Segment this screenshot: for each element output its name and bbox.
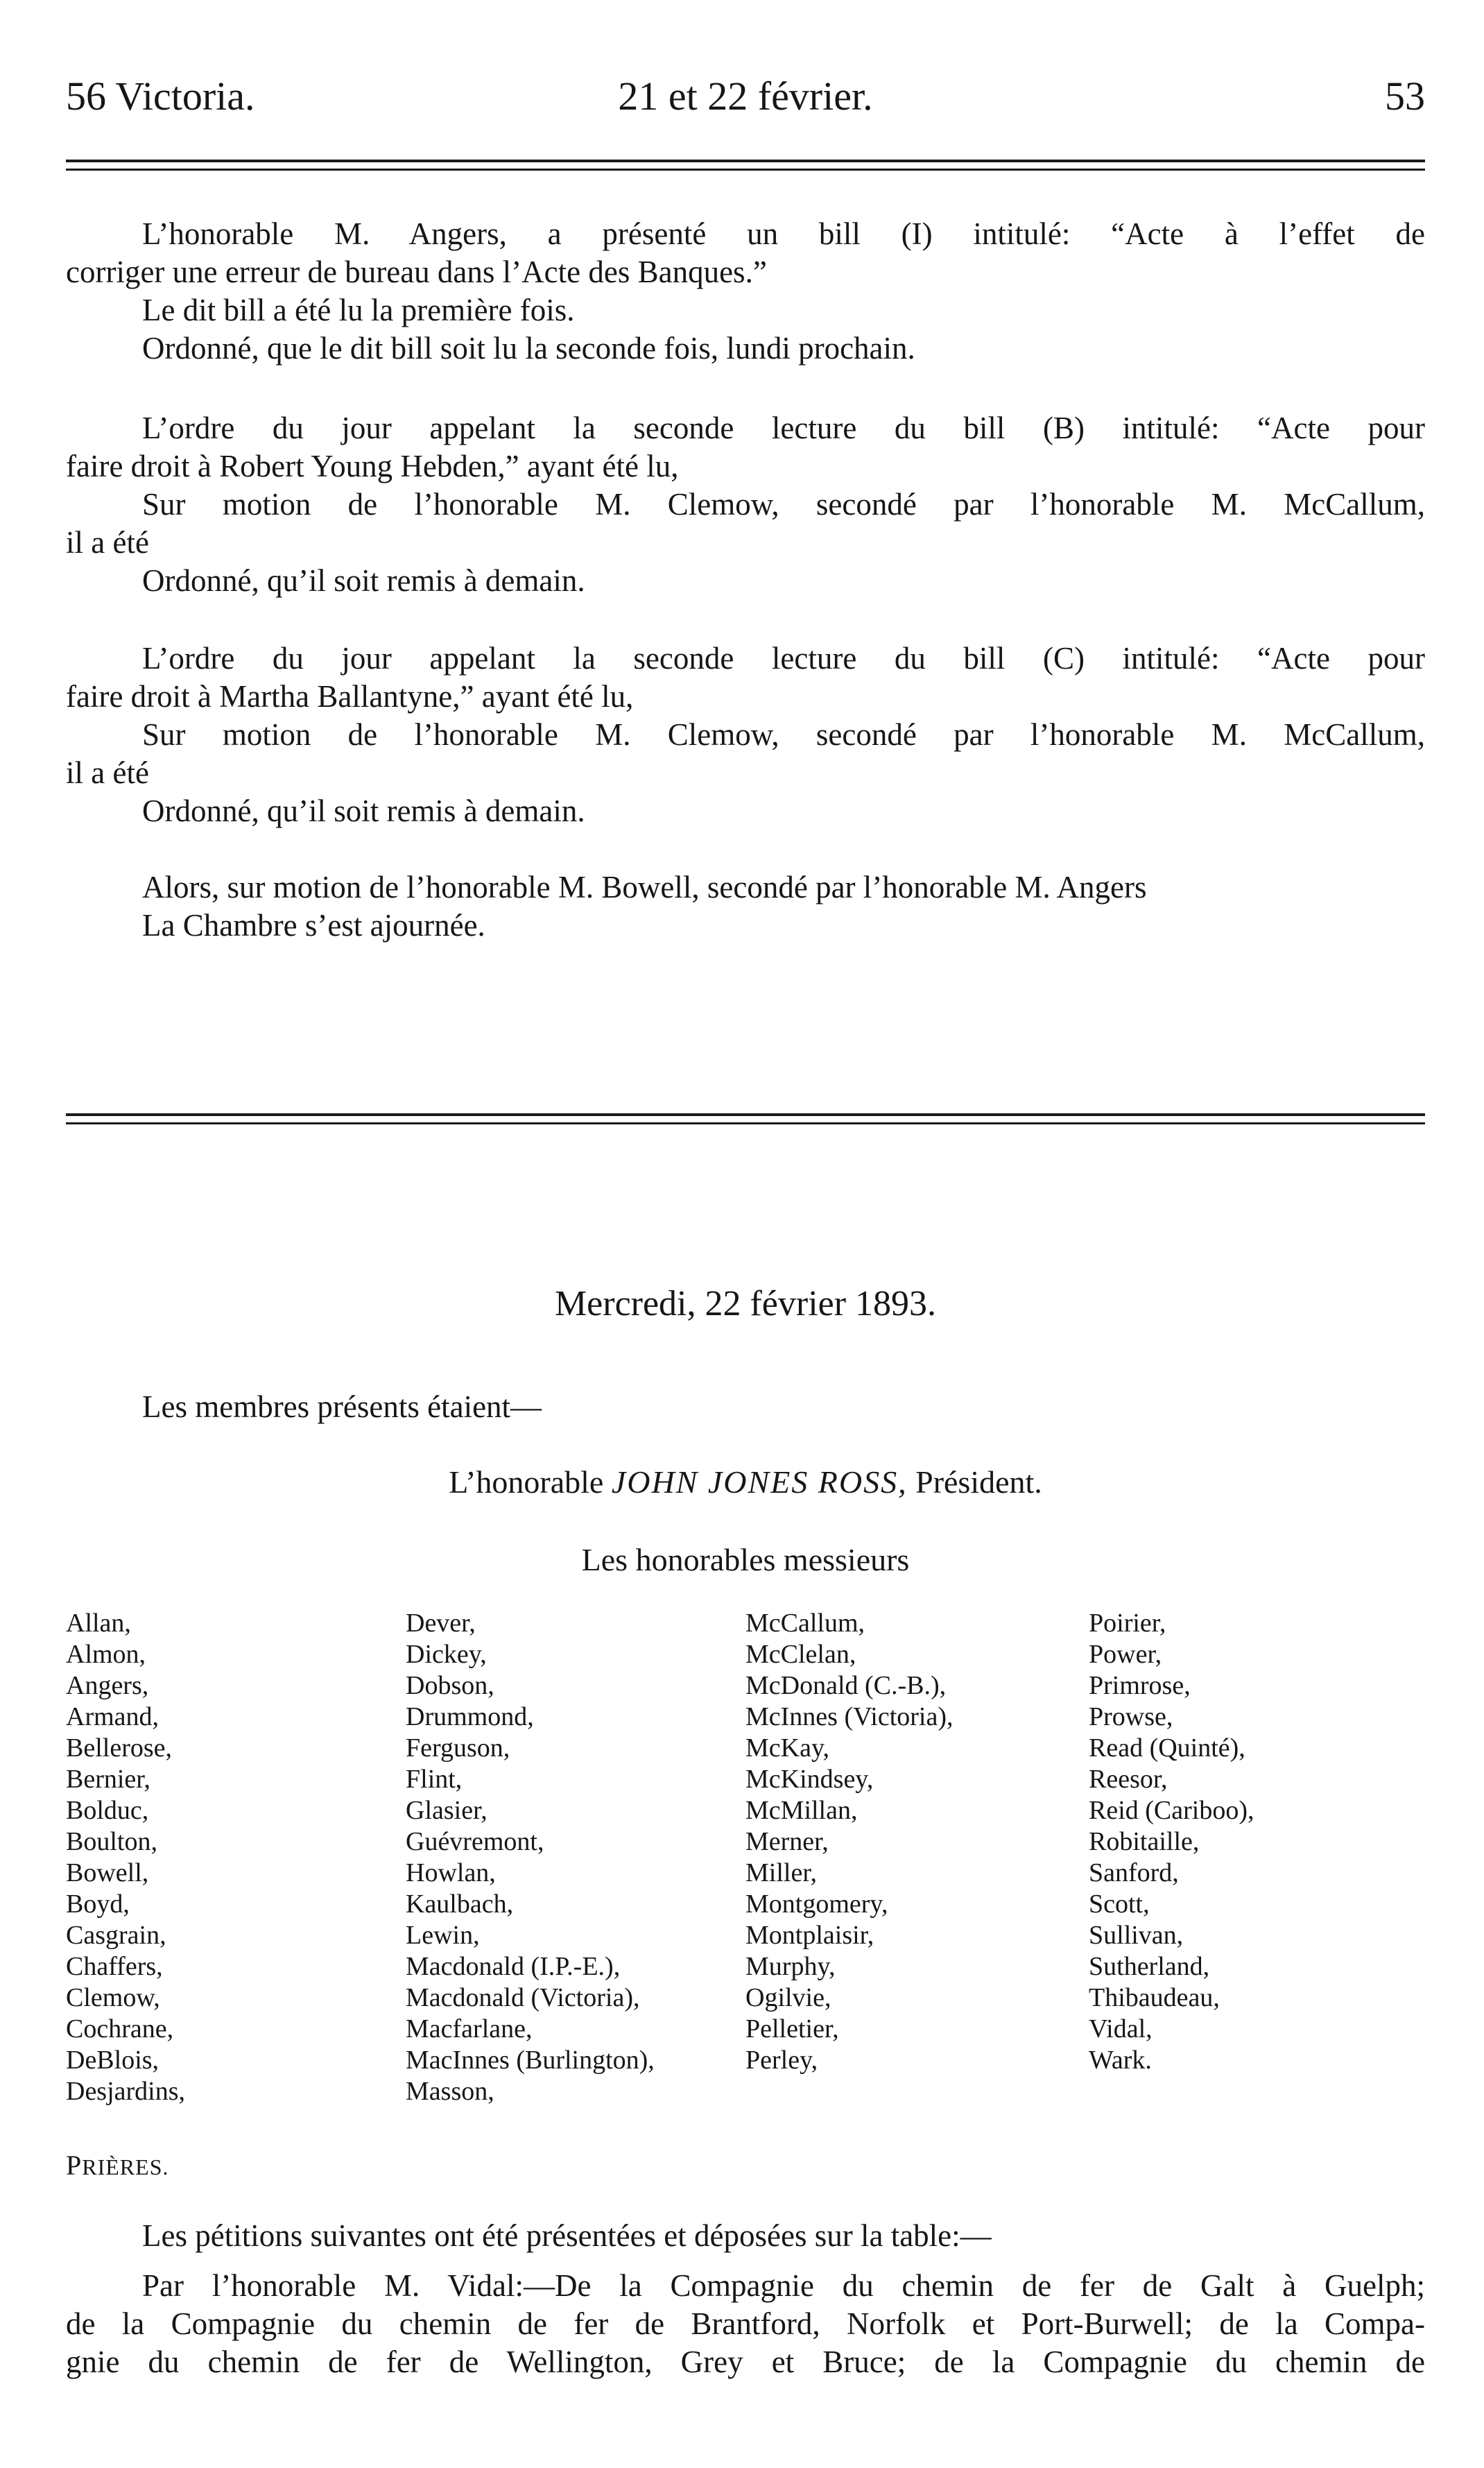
president-name: JOHN JONES ROSS, [611, 1464, 908, 1500]
member-name: Kaulbach, [406, 1889, 514, 1919]
president-line [66, 1464, 1425, 1500]
member-name: Reid (Cariboo), [1089, 1796, 1254, 1825]
text-line: Sur motion de l’honorable M. Clemow, secondé par l’honorable M. McCallum, [142, 487, 1425, 522]
text-line: de la Compagnie du chemin de fer de Brantford, Norfolk et Port-Burwell; de la Compa- [66, 2306, 1425, 2341]
member-name: Pelletier, [745, 2014, 839, 2043]
header-rule [66, 160, 1425, 171]
text-line: Alors, sur motion de l’honorable M. Bowell, secondé par l’honorable M. Angers [142, 870, 1147, 905]
member-name: Boulton, [66, 1827, 157, 1856]
member-name: Flint, [406, 1765, 463, 1794]
member-name: McInnes (Victoria), [745, 1702, 954, 1731]
member-name: Clemow, [66, 1983, 160, 2012]
member-name: Murphy, [745, 1952, 836, 1981]
text-line: faire droit à Robert Young Hebden,” ayant été lu, [66, 449, 679, 483]
member-name: Almon, [66, 1640, 146, 1669]
member-name: McMillan, [745, 1796, 858, 1825]
member-name: Vidal, [1089, 2014, 1153, 2043]
member-name: Ferguson, [406, 1733, 510, 1763]
text-line: Le dit bill a été lu la première fois. [142, 293, 575, 327]
paragraph-bill-c [66, 640, 1425, 830]
member-name: Power, [1089, 1640, 1162, 1669]
member-name: DeBlois, [66, 2046, 159, 2075]
text-line: il a été [66, 525, 149, 560]
member-name: Bernier, [66, 1765, 150, 1794]
member-name: Guévremont, [406, 1827, 544, 1856]
member-name: Bellerose, [66, 1733, 173, 1763]
paragraph-petitions-intro [66, 2217, 1425, 2255]
member-name: McKindsey, [745, 1765, 874, 1794]
member-name: Sullivan, [1089, 1921, 1184, 1950]
members-column-2 [406, 1608, 655, 2107]
member-name: Casgrain, [66, 1921, 166, 1950]
paragraph-bill-b [66, 409, 1425, 600]
header-dates: 21 et 22 février. [618, 74, 873, 119]
text-line: Ordonné, qu’il soit remis à demain. [142, 794, 585, 828]
member-name: MacInnes (Burlington), [406, 2046, 655, 2075]
paragraph-bill-i [66, 215, 1425, 368]
member-name: McKay, [745, 1733, 829, 1763]
paragraph-adjournment [66, 868, 1425, 945]
member-name: Bolduc, [66, 1796, 149, 1825]
member-name: Montgomery, [745, 1889, 888, 1919]
member-name: Drummond, [406, 1702, 534, 1731]
member-name: Perley, [745, 2046, 818, 2075]
section-rule [66, 1113, 1425, 1124]
member-name: Masson, [406, 2077, 494, 2106]
text-line: Ordonné, qu’il soit remis à demain. [142, 563, 585, 598]
members-column-1 [66, 1608, 185, 2107]
member-name: Prowse, [1089, 1702, 1173, 1731]
member-name: Reesor, [1089, 1765, 1168, 1794]
member-name: Macdonald (Victoria), [406, 1983, 640, 2012]
paragraph-petitions [66, 2267, 1425, 2381]
text-line: il a été [66, 755, 149, 790]
text-line: gnie du chemin de fer de Wellington, Grey et Bruce; de la Compagnie du chemin de [66, 2345, 1425, 2379]
member-name: Dickey, [406, 1640, 487, 1669]
member-name: Montplaisir, [745, 1921, 874, 1950]
text-line: La Chambre s’est ajournée. [142, 908, 485, 943]
member-name: Desjardins, [66, 2077, 186, 2106]
member-name: Sanford, [1089, 1858, 1179, 1887]
member-name: Bowell, [66, 1858, 149, 1887]
member-name: Lewin, [406, 1921, 480, 1950]
member-name: Allan, [66, 1609, 131, 1638]
member-name: Cochrane, [66, 2014, 174, 2043]
member-name: Ogilvie, [745, 1983, 831, 2012]
prayers-initial: P [66, 2150, 83, 2181]
member-name: Primrose, [1089, 1671, 1191, 1700]
member-name: Armand, [66, 1702, 159, 1731]
text-line: Sur motion de l’honorable M. Clemow, secondé par l’honorable M. McCallum, [142, 717, 1425, 752]
member-name: Miller, [745, 1858, 817, 1887]
page-header [66, 73, 1425, 121]
president-prefix: L’honorable [449, 1464, 604, 1500]
member-name: Sutherland, [1089, 1952, 1210, 1981]
member-name: Poirier, [1089, 1609, 1166, 1638]
text-line: Les pétitions suivantes ont été présentées et déposées sur la table:— [142, 2218, 992, 2253]
member-name: Macdonald (I.P.-E.), [406, 1952, 621, 1981]
text-line: L’ordre du jour appelant la seconde lecture du bill (C) intitulé: “Acte pour [142, 641, 1425, 676]
member-name: Read (Quinté), [1089, 1733, 1245, 1763]
prayers-rest: RIÈRES. [82, 2154, 169, 2179]
members-heading: Les honorables messieurs [581, 1542, 910, 1577]
member-name: Wark. [1089, 2046, 1152, 2075]
text-line: Ordonné, que le dit bill soit lu la seconde fois, lundi prochain. [142, 331, 915, 366]
member-name: Glasier, [406, 1796, 488, 1825]
member-name: McCallum, [745, 1609, 865, 1638]
text-line: corriger une erreur de bureau dans l’Acte des Banques.” [66, 255, 767, 289]
member-name: Angers, [66, 1671, 149, 1700]
members-column-3 [745, 1608, 954, 2076]
member-name: Thibaudeau, [1089, 1983, 1220, 2012]
member-name: Howlan, [406, 1858, 496, 1887]
member-name: Scott, [1089, 1889, 1150, 1919]
member-name: Boyd, [66, 1889, 130, 1919]
members-column-4 [1089, 1608, 1254, 2076]
member-name: Macfarlane, [406, 2014, 533, 2043]
member-name: Dobson, [406, 1671, 494, 1700]
member-name: Merner, [745, 1827, 829, 1856]
member-name: McClelan, [745, 1640, 856, 1669]
member-name: McDonald (C.-B.), [745, 1671, 947, 1700]
prayers-heading [66, 2149, 169, 2182]
text-line: Par l’honorable M. Vidal:—De la Compagnie du chemin de fer de Galt à Guelph; [142, 2268, 1425, 2303]
text-line: L’ordre du jour appelant la seconde lecture du bill (B) intitulé: “Acte pour [142, 411, 1425, 445]
president-title: Président. [915, 1464, 1042, 1500]
member-name: Robitaille, [1089, 1827, 1200, 1856]
text-line: faire droit à Martha Ballantyne,” ayant été lu, [66, 679, 634, 714]
page-number: 53 [1385, 74, 1425, 119]
member-name: Dever, [406, 1609, 476, 1638]
sitting-date: Mercredi, 22 février 1893. [554, 1284, 937, 1323]
members-intro: Les membres présents étaient— [142, 1389, 542, 1424]
member-name: Chaffers, [66, 1952, 163, 1981]
header-session: 56 Victoria. [66, 74, 255, 119]
text-line: L’honorable M. Angers, a présenté un bill (I) intitulé: “Acte à l’effet de [142, 216, 1425, 251]
